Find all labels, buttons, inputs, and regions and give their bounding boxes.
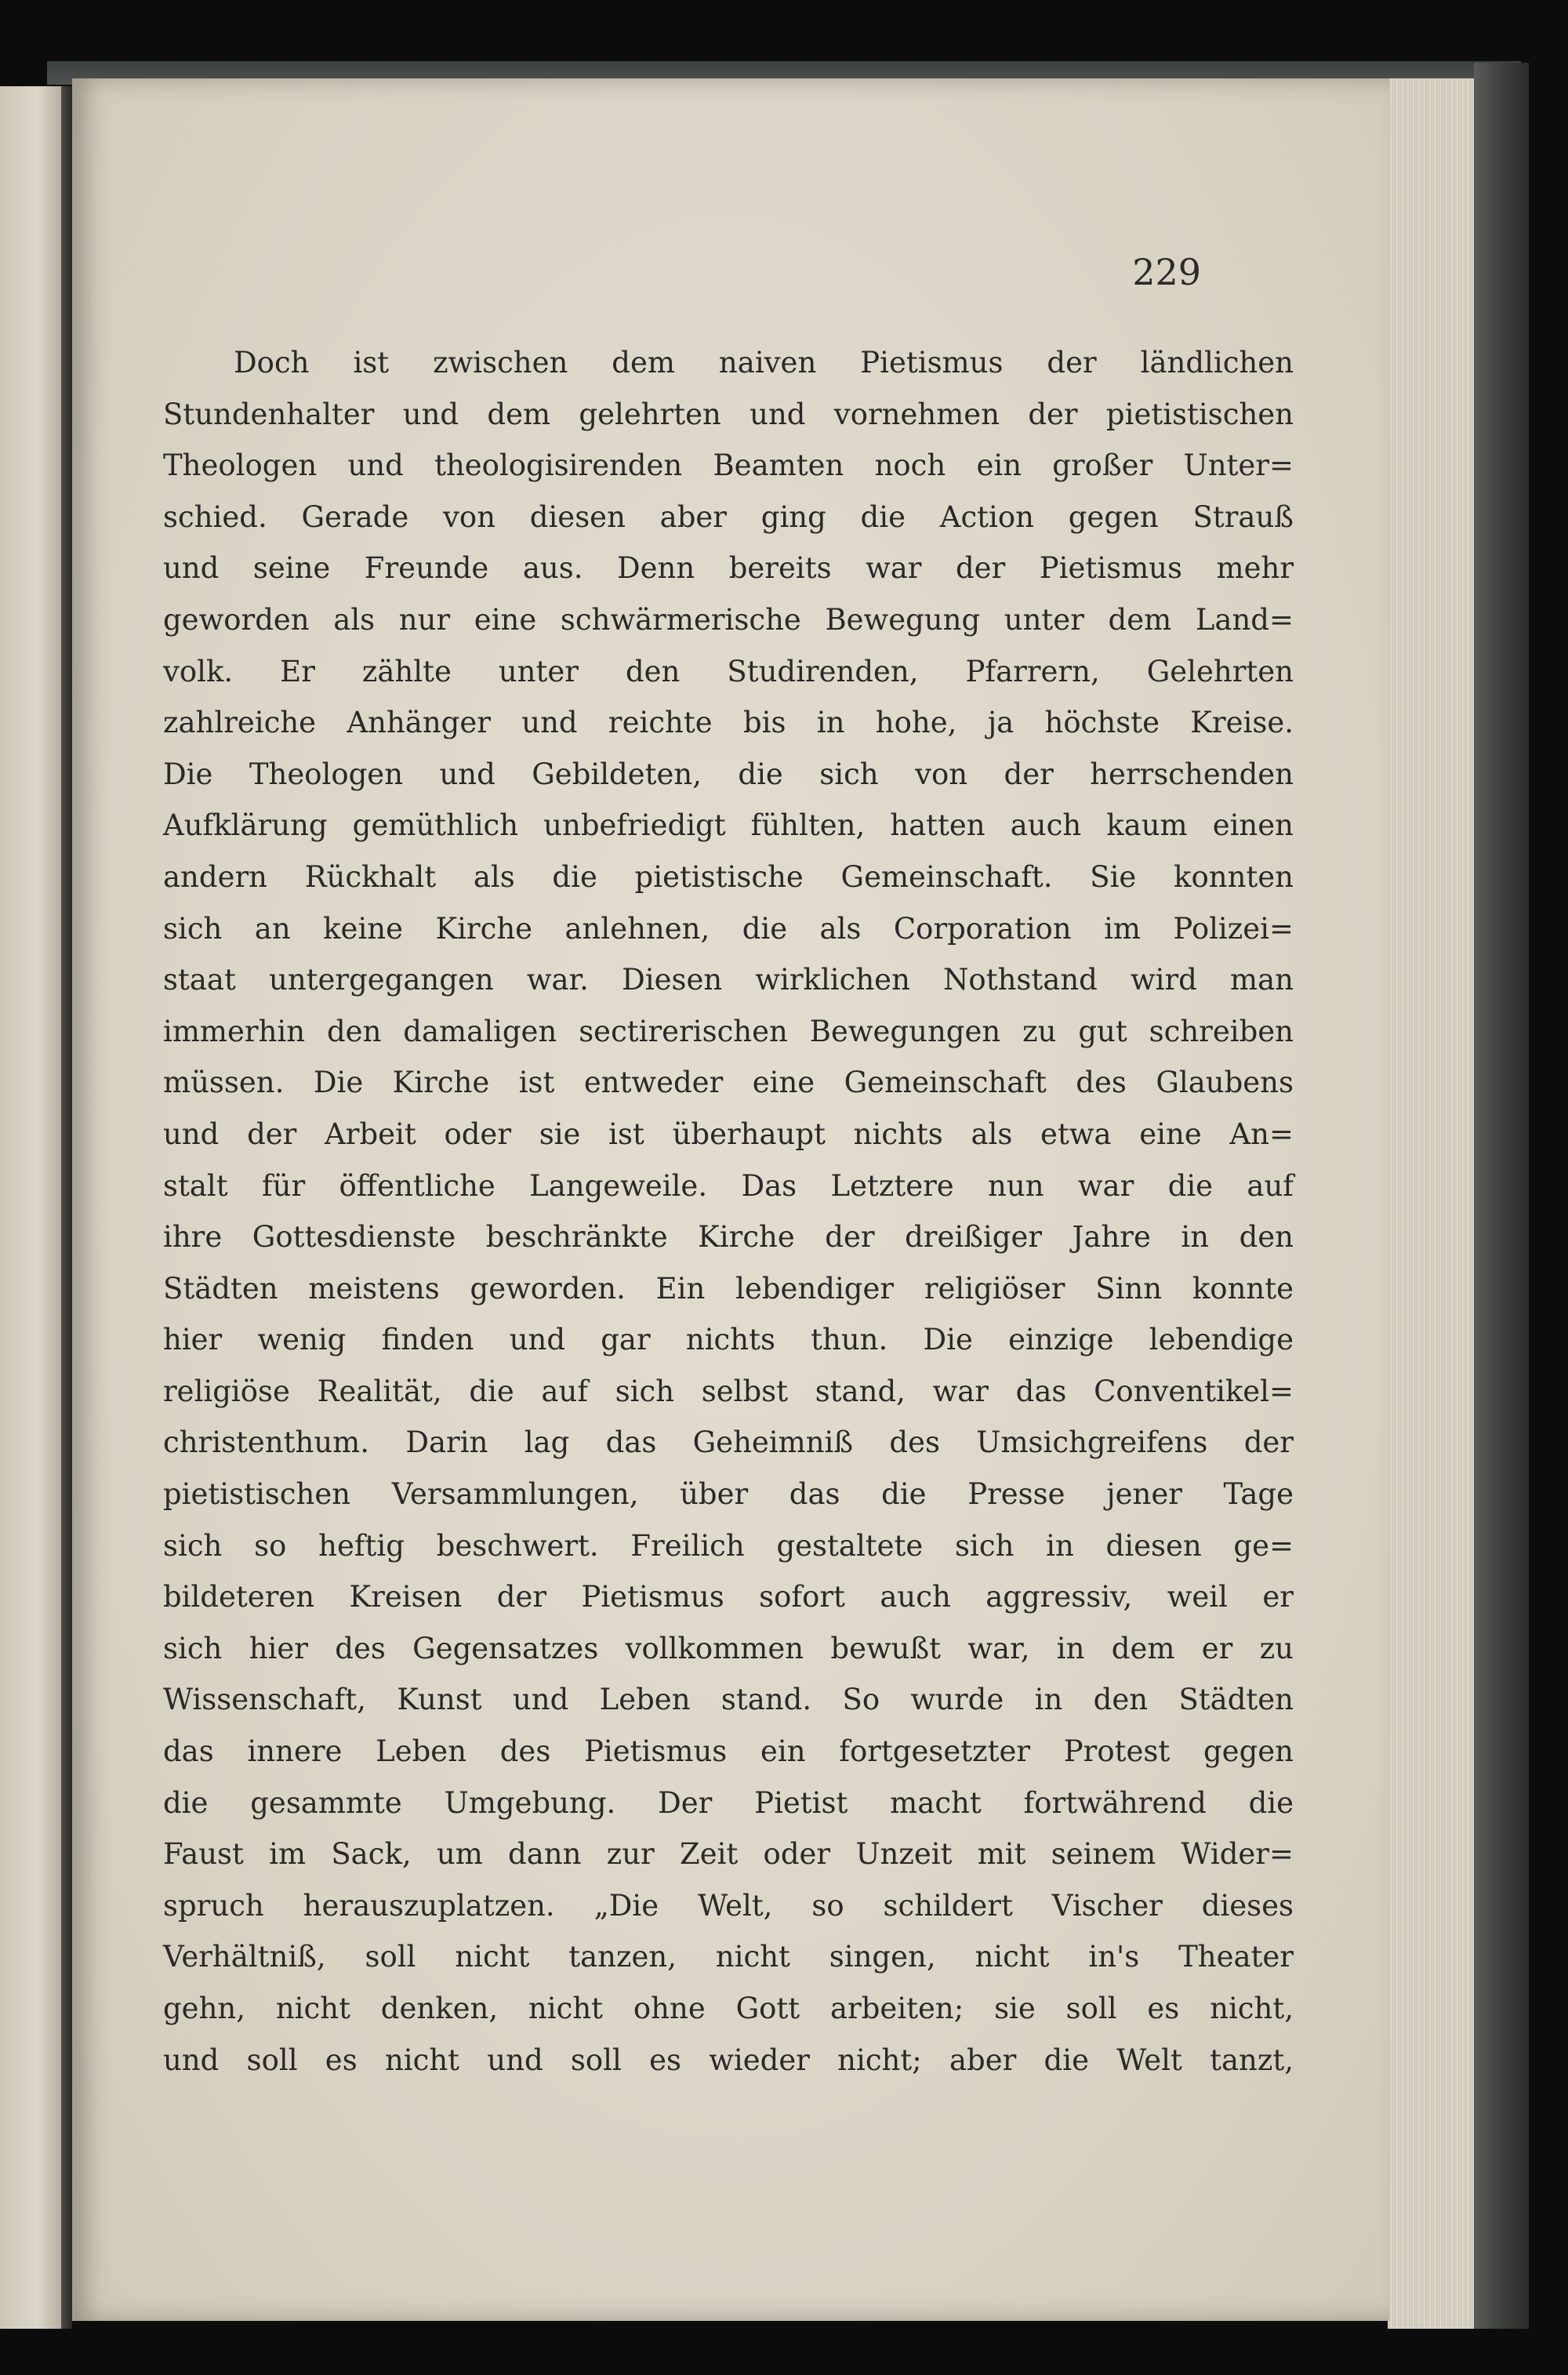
text-line: Verhältniß, soll nicht tanzen, nicht singen, nicht in's Theater <box>163 1940 1294 1974</box>
text-line: bildeteren Kreisen der Pietismus sofort auch aggressiv, weil er <box>163 1580 1294 1614</box>
page-stack-edges <box>1388 78 1478 2329</box>
text-line: und der Arbeit oder sie ist überhaupt nichts als etwa eine An= <box>163 1117 1294 1151</box>
text-line: religiöse Realität, die auf sich selbst stand, war das Conventikel= <box>163 1374 1294 1408</box>
text-line: und soll es nicht und soll es wieder nicht; aber die Welt tanzt, <box>163 2043 1294 2077</box>
text-line: sich an keine Kirche anlehnen, die als Corporation im Polizei= <box>163 911 1294 946</box>
text-line: spruch herauszuplatzen. „Die Welt, so schildert Vischer dieses <box>163 1888 1294 1923</box>
text-line: staat untergegangen war. Diesen wirklichen Nothstand wird man <box>163 963 1294 997</box>
text-line: und seine Freunde aus. Denn bereits war der Pietismus mehr <box>163 551 1294 586</box>
text-line: Faust im Sack, um dann zur Zeit oder Unzeit mit seinem Wider= <box>163 1837 1294 1872</box>
text-line: Die Theologen und Gebildeten, die sich von der herrschenden <box>163 757 1294 791</box>
text-line: sich hier des Gegensatzes vollkommen bewußt war, in dem er zu <box>163 1631 1294 1665</box>
text-line: geworden als nur eine schwärmerische Bewegung unter dem Land= <box>163 602 1294 637</box>
text-line: die gesammte Umgebung. Der Pietist macht fortwährend die <box>163 1785 1294 1820</box>
page-body-text <box>163 337 1294 2086</box>
text-line: volk. Er zählte unter den Studirenden, Pfarrern, Gelehrten <box>163 654 1294 688</box>
book-cover-right <box>1474 63 1529 2329</box>
text-line: das innere Leben des Pietismus ein fortgesetzter Protest gegen <box>163 1734 1294 1769</box>
text-line: pietistischen Versammlungen, über das die Presse jener Tage <box>163 1477 1294 1512</box>
text-line: ihre Gottesdienste beschränkte Kirche der dreißiger Jahre in den <box>163 1220 1294 1255</box>
book-gutter <box>61 86 72 2329</box>
text-line: hier wenig finden und gar nichts thun. Die einzige lebendige <box>163 1323 1294 1357</box>
text-line: stalt für öffentliche Langeweile. Das Letztere nun war die auf <box>163 1168 1294 1203</box>
text-line: Doch ist zwischen dem naiven Pietismus der ländlichen <box>234 346 1294 379</box>
text-line: Theologen und theologisirenden Beamten noch ein großer Unter= <box>163 448 1294 483</box>
text-line: gehn, nicht denken, nicht ohne Gott arbeiten; sie soll es nicht, <box>163 1992 1294 2025</box>
text-line: Städten meistens geworden. Ein lebendiger religiöser Sinn konnte <box>163 1271 1294 1306</box>
text-line: Stundenhalter und dem gelehrten und vornehmen der pietistischen <box>163 397 1294 431</box>
text-line: Wissenschaft, Kunst und Leben stand. So wurde in den Städten <box>163 1683 1294 1717</box>
text-line: schied. Gerade von diesen aber ging die Action gegen Strauß <box>163 499 1294 534</box>
text-line: Aufklärung gemüthlich unbefriedigt fühlten, hatten auch kaum einen <box>163 808 1294 843</box>
text-line: christenthum. Darin lag das Geheimniß des Umsichgreifens der <box>163 1425 1294 1460</box>
page-number: 229 <box>1132 251 1201 293</box>
previous-page-edge <box>0 86 64 2329</box>
text-line: andern Rückhalt als die pietistische Gemeinschaft. Sie konnten <box>163 859 1294 894</box>
book-page <box>72 78 1389 2321</box>
text-line: zahlreiche Anhänger und reichte bis in hohe, ja höchste Kreise. <box>163 706 1294 740</box>
text-line: immerhin den damaligen sectirerischen Bewegungen zu gut schreiben <box>163 1014 1294 1048</box>
text-line: sich so heftig beschwert. Freilich gestaltete sich in diesen ge= <box>163 1528 1294 1563</box>
text-line: müssen. Die Kirche ist entweder eine Gemeinschaft des Glaubens <box>163 1066 1294 1100</box>
